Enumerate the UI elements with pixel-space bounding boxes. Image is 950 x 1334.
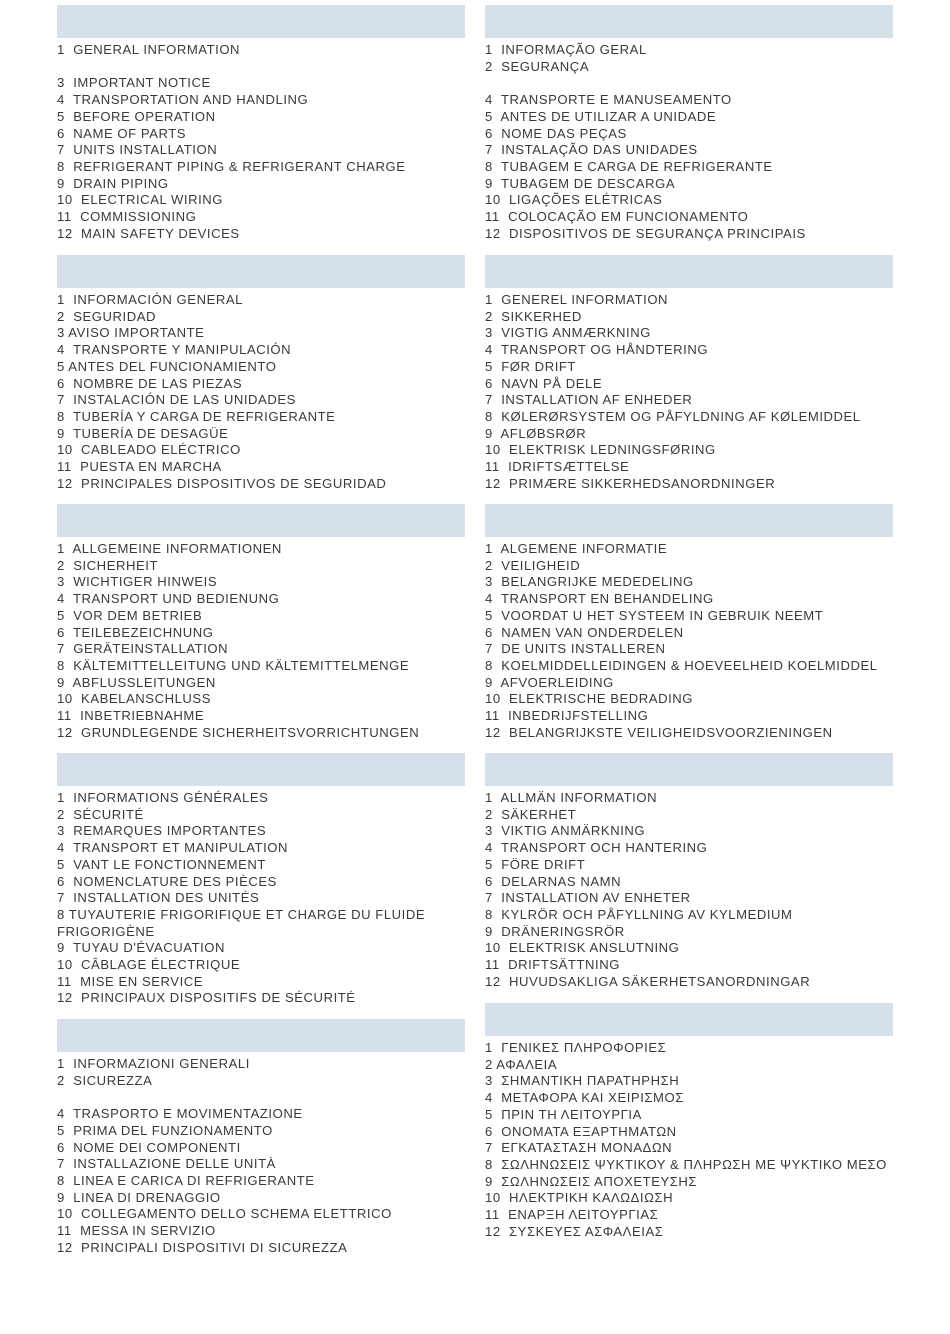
toc-list — [485, 1040, 893, 1240]
toc-item: 5 ANTES DEL FUNCIONAMIENTO — [57, 358, 277, 374]
toc-item: 8 KYLRÖR OCH PÅFYLLNING AV KYLMEDIUM — [485, 906, 793, 922]
toc-section-italian — [57, 1019, 465, 1256]
section-header-bar — [485, 255, 893, 288]
toc-item: 1 INFORMAÇÃO GERAL — [485, 42, 647, 57]
toc-item: 12 GRUNDLEGENDE SICHERHEITSVORRICHTUNGEN — [57, 724, 420, 740]
toc-item: 3 BELANGRIJKE MEDEDELING — [485, 574, 694, 590]
section-header-bar — [485, 504, 893, 537]
toc-section-spanish — [57, 255, 465, 492]
toc-item: 8 TUBERÍA Y CARGA DE REFRIGERANTE — [57, 408, 336, 424]
toc-item: 6 NOME DEI COMPONENTI — [57, 1139, 241, 1155]
toc-list — [485, 42, 893, 242]
toc-item: 8 LINEA E CARICA DI REFRIGERANTE — [57, 1172, 315, 1188]
toc-item: 4 ΜΕΤΑΦΟΡΑ ΚΑΙ ΧΕΙΡΙΣΜΟΣ — [485, 1090, 684, 1106]
toc-item: 7 UNITS INSTALLATION — [57, 142, 218, 158]
toc-item: 6 NOMBRE DE LAS PIEZAS — [57, 375, 243, 391]
toc-list — [57, 541, 465, 741]
toc-section-swedish — [485, 753, 893, 990]
section-header-bar — [485, 753, 893, 786]
toc-item: 9 AFLØBSRØR — [485, 425, 587, 441]
toc-item: 5 FÖRE DRIFT — [485, 856, 586, 872]
toc-item: 9 ABFLUSSLEITUNGEN — [57, 674, 216, 690]
toc-item: 2 SICUREZZA — [57, 1072, 153, 1088]
toc-item: 7 INSTALLAZIONE DELLE UNITÀ — [57, 1156, 276, 1172]
toc-item: 8 TUYAUTERIE FRIGORIFIQUE ET CHARGE DU FLUIDE FRIGORIGÈNE — [57, 906, 426, 939]
toc-item: 8 ΣΩΛΗΝΩΣΕΙΣ ΨΥΚΤΙΚΟΥ & ΠΛΗΡΩΣΗ ΜΕ ΨΥΚΤΙΚΟ ΜΕΣΟ — [485, 1156, 887, 1172]
toc-item: 6 NOMENCLATURE DES PIÈCES — [57, 873, 277, 889]
toc-item: 9 TUYAU D'ÉVACUATION — [57, 940, 226, 956]
toc-item: 11 MISE EN SERVICE — [57, 973, 204, 989]
toc-item: 9 TUBERÍA DE DESAGÜE — [57, 425, 229, 441]
toc-item: 1 ΓΕΝΙΚΕΣ ΠΛΗΡΟΦΟΡΙΕΣ — [485, 1040, 667, 1055]
toc-item: 4 TRANSPORT UND BEDIENUNG — [57, 591, 280, 607]
toc-item: 1 ALGEMENE INFORMATIE — [485, 541, 668, 556]
toc-section-dutch — [485, 504, 893, 741]
toc-item: 6 DELARNAS NAMN — [485, 873, 622, 889]
toc-item: 7 INSTALAÇÃO DAS UNIDADES — [485, 142, 698, 158]
toc-item: 11 MESSA IN SERVIZIO — [57, 1223, 216, 1239]
toc-item: 3 ΣΗΜΑΝΤΙΚΗ ΠΑΡΑΤΗΡΗΣΗ — [485, 1073, 680, 1089]
toc-item: 7 ΕΓΚΑΤΑΣΤΑΣΗ ΜΟΝΑΔΩΝ — [485, 1140, 673, 1156]
toc-item: 7 GERÄTEINSTALLATION — [57, 641, 229, 657]
toc-item: 12 PRIMÆRE SIKKERHEDSANORDNINGER — [485, 475, 776, 491]
toc-item: 2 SÉCURITÉ — [57, 806, 144, 822]
toc-item: 4 TRANSPORTE Y MANIPULACIÓN — [57, 342, 292, 358]
toc-item: 6 NOME DAS PEÇAS — [485, 125, 627, 141]
toc-section-portuguese — [485, 5, 893, 242]
section-header-bar — [57, 504, 465, 537]
toc-item: 9 LINEA DI DRENAGGIO — [57, 1189, 221, 1205]
toc-list — [485, 790, 893, 990]
toc-item: 6 NAVN PÅ DELE — [485, 375, 603, 391]
toc-item: 6 NAMEN VAN ONDERDELEN — [485, 624, 684, 640]
toc-item: 11 INBEDRIJFSTELLING — [485, 708, 649, 724]
toc-item-blank — [57, 1089, 465, 1106]
toc-item: 12 BELANGRIJKSTE VEILIGHEIDSVOORZIENINGEN — [485, 724, 833, 740]
toc-section-french — [57, 753, 465, 1007]
toc-item: 8 KOELMIDDELLEIDINGEN & HOEVEELHEID KOELMIDDEL — [485, 657, 878, 673]
toc-item-blank — [485, 75, 893, 92]
toc-item: 8 KØLERØRSYSTEM OG PÅFYLDNING AF KØLEMIDDEL — [485, 408, 861, 424]
toc-list — [57, 1056, 465, 1256]
toc-section-danish — [485, 255, 893, 492]
toc-item: 10 CABLEADO ELÉCTRICO — [57, 442, 241, 458]
toc-item: 1 INFORMAZIONI GENERALI — [57, 1056, 250, 1071]
section-header-bar — [485, 1003, 893, 1036]
toc-item: 12 ΣΥΣΚΕΥΕΣ ΑΣΦΑΛΕΙΑΣ — [485, 1223, 664, 1239]
section-header-bar — [57, 1019, 465, 1052]
toc-item: 6 TEILEBEZEICHNUNG — [57, 624, 214, 640]
toc-item: 9 ΣΩΛΗΝΩΣΕΙΣ ΑΠΟΧΕΤΕΥΣΗΣ — [485, 1173, 698, 1189]
toc-item: 11 INBETRIEBNAHME — [57, 708, 205, 724]
toc-item: 5 VANT LE FONCTIONNEMENT — [57, 856, 266, 872]
toc-item: 9 TUBAGEM DE DESCARGA — [485, 175, 676, 191]
section-header-bar — [57, 255, 465, 288]
toc-item: 10 LIGAÇÕES ELÉTRICAS — [485, 192, 663, 208]
toc-item: 5 ΠΡΙΝ ΤΗ ΛΕΙΤΟΥΡΓΙΑ — [485, 1106, 642, 1122]
toc-item: 4 TRANSPORTE E MANUSEAMENTO — [485, 92, 732, 108]
toc-item: 8 TUBAGEM E CARGA DE REFRIGERANTE — [485, 158, 773, 174]
toc-item: 8 REFRIGERANT PIPING & REFRIGERANT CHARGE — [57, 158, 406, 174]
toc-item: 10 ELEKTRISCHE BEDRADING — [485, 691, 694, 707]
toc-item: 1 ALLGEMEINE INFORMATIONEN — [57, 541, 282, 556]
toc-item: 11 COMMISSIONING — [57, 209, 197, 225]
toc-item: 4 TRANSPORT OCH HANTERING — [485, 840, 708, 856]
toc-item: 2 SICHERHEIT — [57, 557, 159, 573]
toc-item: 8 KÄLTEMITTELLEITUNG UND KÄLTEMITTELMENGE — [57, 657, 410, 673]
section-header-bar — [57, 753, 465, 786]
toc-item: 2 SEGURIDAD — [57, 308, 157, 324]
toc-item: 11 IDRIFTSÆTTELSE — [485, 459, 630, 475]
toc-item: 12 PRINCIPALES DISPOSITIVOS DE SEGURIDAD — [57, 475, 387, 491]
toc-item: 3 AVISO IMPORTANTE — [57, 325, 205, 341]
toc-item: 3 VIGTIG ANMÆRKNING — [485, 325, 651, 341]
toc-item: 3 VIKTIG ANMÄRKNING — [485, 823, 646, 839]
toc-item: 5 BEFORE OPERATION — [57, 108, 216, 124]
toc-item: 10 ELECTRICAL WIRING — [57, 192, 224, 208]
toc-item: 7 INSTALLATION AF ENHEDER — [485, 392, 693, 408]
toc-list — [485, 292, 893, 492]
toc-list — [57, 292, 465, 492]
toc-item: 7 INSTALLATION DES UNITÉS — [57, 890, 260, 906]
toc-item: 10 CÂBLAGE ÉLECTRIQUE — [57, 957, 241, 973]
toc-item: 5 FØR DRIFT — [485, 358, 576, 374]
toc-item: 10 KABELANSCHLUSS — [57, 691, 211, 707]
toc-item: 4 TRANSPORT EN BEHANDELING — [485, 591, 714, 607]
toc-item: 11 DRIFTSÄTTNING — [485, 957, 620, 973]
toc-item: 5 PRIMA DEL FUNZIONAMENTO — [57, 1122, 273, 1138]
toc-item: 11 COLOCAÇÃO EM FUNCIONAMENTO — [485, 209, 749, 225]
toc-item: 7 INSTALLATION AV ENHETER — [485, 890, 691, 906]
toc-section-greek — [485, 1003, 893, 1240]
toc-item: 9 DRÄNERINGSRÖR — [485, 923, 625, 939]
toc-item: 5 VOR DEM BETRIEB — [57, 607, 203, 623]
toc-item: 10 ELEKTRISK ANSLUTNING — [485, 940, 680, 956]
toc-item: 12 HUVUDSAKLIGA SÄKERHETSANORDNINGAR — [485, 973, 811, 989]
toc-item: 12 PRINCIPALI DISPOSITIVI DI SICUREZZA — [57, 1239, 348, 1255]
toc-item: 1 INFORMACIÓN GENERAL — [57, 292, 243, 307]
toc-item: 1 INFORMATIONS GÉNÉRALES — [57, 790, 269, 805]
toc-item: 12 MAIN SAFETY DEVICES — [57, 225, 240, 241]
toc-item: 3 WICHTIGER HINWEIS — [57, 574, 218, 590]
toc-item: 5 ANTES DE UTILIZAR A UNIDADE — [485, 108, 717, 124]
toc-item-blank — [57, 59, 465, 76]
toc-item: 2 SÄKERHET — [485, 806, 577, 822]
toc-list — [485, 541, 893, 741]
toc-item: 10 ELEKTRISK LEDNINGSFØRING — [485, 442, 716, 458]
toc-list — [57, 790, 465, 1007]
section-header-bar — [57, 5, 465, 38]
toc-item: 3 IMPORTANT NOTICE — [57, 75, 211, 91]
toc-item: 11 PUESTA EN MARCHA — [57, 459, 222, 475]
toc-item: 12 PRINCIPAUX DISPOSITIFS DE SÉCURITÉ — [57, 990, 356, 1006]
section-header-bar — [485, 5, 893, 38]
toc-item: 12 DISPOSITIVOS DE SEGURANÇA PRINCIPAIS — [485, 225, 806, 241]
toc-item: 7 INSTALACIÓN DE LAS UNIDADES — [57, 392, 296, 408]
toc-item: 3 REMARQUES IMPORTANTES — [57, 823, 267, 839]
toc-item: 11 ΕΝΑΡΞΗ ΛΕΙΤΟΥΡΓΙΑΣ — [485, 1207, 659, 1223]
toc-section-german — [57, 504, 465, 741]
toc-item: 2 ΑΦΑΛΕΙΑ — [485, 1056, 558, 1072]
toc-item: 10 ΗΛΕΚΤΡΙΚΗ ΚΑΛΩΔΙΩΣΗ — [485, 1190, 674, 1206]
toc-item: 7 DE UNITS INSTALLEREN — [485, 641, 666, 657]
toc-item: 1 GENEREL INFORMATION — [485, 292, 669, 307]
toc-item: 2 SIKKERHED — [485, 308, 582, 324]
toc-item: 6 NAME OF PARTS — [57, 125, 187, 141]
toc-item: 2 SEGURANÇA — [485, 58, 590, 74]
toc-section-english — [57, 5, 465, 242]
toc-item: 6 ΟΝΟΜΑΤΑ ΕΞΑΡΤΗΜΑΤΩΝ — [485, 1123, 677, 1139]
toc-item: 9 DRAIN PIPING — [57, 175, 169, 191]
toc-item: 9 AFVOERLEIDING — [485, 674, 614, 690]
toc-item: 2 VEILIGHEID — [485, 557, 581, 573]
toc-item: 4 TRANSPORTATION AND HANDLING — [57, 92, 309, 108]
toc-item: 5 VOORDAT U HET SYSTEEM IN GEBRUIK NEEMT — [485, 607, 824, 623]
toc-item: 1 GENERAL INFORMATION — [57, 42, 241, 57]
toc-item: 4 TRANSPORT ET MANIPULATION — [57, 840, 289, 856]
toc-item: 4 TRASPORTO E MOVIMENTAZIONE — [57, 1106, 303, 1122]
toc-item: 4 TRANSPORT OG HÅNDTERING — [485, 342, 709, 358]
toc-list — [57, 42, 465, 242]
toc-item: 10 COLLEGAMENTO DELLO SCHEMA ELETTRICO — [57, 1206, 392, 1222]
toc-item: 1 ALLMÄN INFORMATION — [485, 790, 658, 805]
